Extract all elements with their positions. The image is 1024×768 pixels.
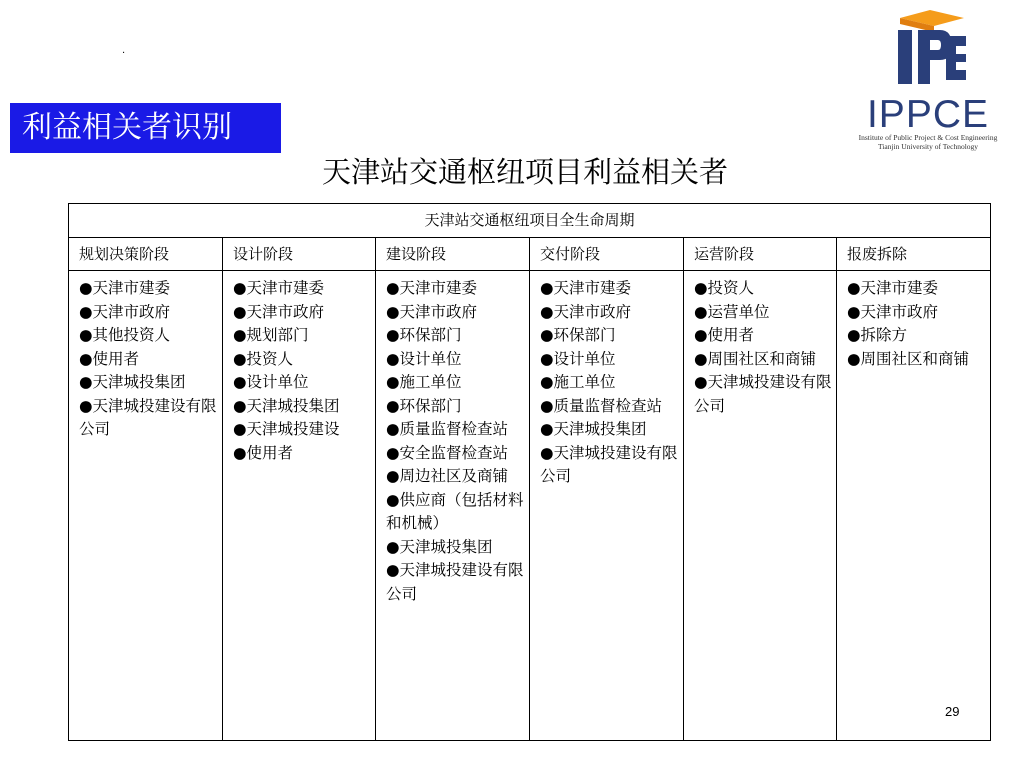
stakeholder-item: ● 周边社区及商铺 bbox=[386, 465, 525, 489]
stakeholder-list bbox=[79, 277, 218, 442]
stakeholder-item: ● 天津城投建设有限公司 bbox=[694, 371, 832, 418]
lifecycle-stakeholder-table bbox=[68, 203, 991, 741]
stakeholder-item: ● 运营单位 bbox=[694, 301, 832, 325]
stakeholder-list bbox=[540, 277, 679, 489]
stakeholder-list bbox=[694, 277, 832, 418]
stakeholder-list bbox=[847, 277, 986, 371]
stakeholder-item: ● 天津城投集团 bbox=[540, 418, 679, 442]
stakeholder-item: ● 拆除方 bbox=[847, 324, 986, 348]
stakeholder-item: ● 安全监督检查站 bbox=[386, 442, 525, 466]
stakeholder-item: ● 天津市建委 bbox=[386, 277, 525, 301]
stakeholder-item: ● 其他投资人 bbox=[79, 324, 218, 348]
logo-name: IPPCE bbox=[866, 93, 990, 136]
phase-header-delivery: 交付阶段 bbox=[530, 238, 684, 271]
stakeholder-cell-demolition bbox=[837, 271, 991, 741]
stakeholder-cell-planning bbox=[69, 271, 223, 741]
ippce-logo bbox=[838, 6, 1018, 156]
stakeholder-item: ● 天津城投建设有限公司 bbox=[386, 559, 525, 606]
stakeholder-item: ● 使用者 bbox=[694, 324, 832, 348]
section-label: 利益相关者识别 bbox=[10, 103, 281, 153]
stakeholder-item: ● 天津市政府 bbox=[79, 301, 218, 325]
phase-header-design: 设计阶段 bbox=[223, 238, 376, 271]
stakeholder-item: ● 天津市建委 bbox=[233, 277, 371, 301]
stakeholder-item: ● 天津市政府 bbox=[847, 301, 986, 325]
stakeholder-item: ● 施工单位 bbox=[540, 371, 679, 395]
stakeholder-item: ● 天津市政府 bbox=[386, 301, 525, 325]
stakeholder-list bbox=[233, 277, 371, 465]
phase-header-demolition: 报废拆除 bbox=[837, 238, 991, 271]
stakeholder-item: ● 天津市政府 bbox=[233, 301, 371, 325]
stakeholder-item: ● 天津市政府 bbox=[540, 301, 679, 325]
stakeholder-item: ● 投资人 bbox=[233, 348, 371, 372]
slide-title: 天津站交通枢纽项目利益相关者 bbox=[321, 155, 728, 189]
stakeholder-item: ● 环保部门 bbox=[540, 324, 679, 348]
phase-header-operation: 运营阶段 bbox=[684, 238, 837, 271]
logo-subtitle-line2: Tianjin University of Technology bbox=[877, 142, 979, 151]
stakeholder-item: ● 使用者 bbox=[233, 442, 371, 466]
stakeholder-item: ● 周围社区和商铺 bbox=[847, 348, 986, 372]
table-caption: 天津站交通枢纽项目全生命周期 bbox=[69, 204, 991, 238]
phase-header-construction: 建设阶段 bbox=[376, 238, 530, 271]
page-number: 29 bbox=[945, 704, 960, 719]
stakeholder-item: ● 环保部门 bbox=[386, 395, 525, 419]
stakeholder-item: ● 投资人 bbox=[694, 277, 832, 301]
stakeholder-item: ● 设计单位 bbox=[233, 371, 371, 395]
stakeholder-cell-operation bbox=[684, 271, 837, 741]
stakeholder-item: ● 天津城投集团 bbox=[386, 536, 525, 560]
stakeholder-item: ● 天津城投集团 bbox=[233, 395, 371, 419]
stakeholder-item: ● 质量监督检查站 bbox=[540, 395, 679, 419]
stakeholder-item: ● 周围社区和商铺 bbox=[694, 348, 832, 372]
stray-dot: · bbox=[122, 48, 126, 59]
stakeholder-cell-construction bbox=[376, 271, 530, 741]
stakeholder-item: ● 设计单位 bbox=[540, 348, 679, 372]
stakeholder-item: ● 供应商（包括材料和机械） bbox=[386, 489, 525, 536]
stakeholder-cell-design bbox=[223, 271, 376, 741]
stakeholder-list bbox=[386, 277, 525, 606]
stakeholder-item: ● 设计单位 bbox=[386, 348, 525, 372]
stakeholder-item: ● 使用者 bbox=[79, 348, 218, 372]
stakeholder-cell-delivery bbox=[530, 271, 684, 741]
stakeholder-item: ● 天津城投建设有限公司 bbox=[540, 442, 679, 489]
phase-header-planning: 规划决策阶段 bbox=[69, 238, 223, 271]
stakeholder-item: ● 规划部门 bbox=[233, 324, 371, 348]
stakeholder-item: ● 天津城投建设 bbox=[233, 418, 371, 442]
ippce-emblem-icon bbox=[890, 6, 970, 88]
stakeholder-item: ● 施工单位 bbox=[386, 371, 525, 395]
stakeholder-item: ● 质量监督检查站 bbox=[386, 418, 525, 442]
stakeholder-item: ● 环保部门 bbox=[386, 324, 525, 348]
stakeholder-item: ● 天津市建委 bbox=[847, 277, 986, 301]
logo-subtitle-line1: Institute of Public Project & Cost Engineering bbox=[858, 133, 998, 142]
stakeholder-item: ● 天津市建委 bbox=[540, 277, 679, 301]
stakeholder-item: ● 天津市建委 bbox=[79, 277, 218, 301]
stakeholder-item: ● 天津城投集团 bbox=[79, 371, 218, 395]
stakeholder-item: ● 天津城投建设有限公司 bbox=[79, 395, 218, 442]
